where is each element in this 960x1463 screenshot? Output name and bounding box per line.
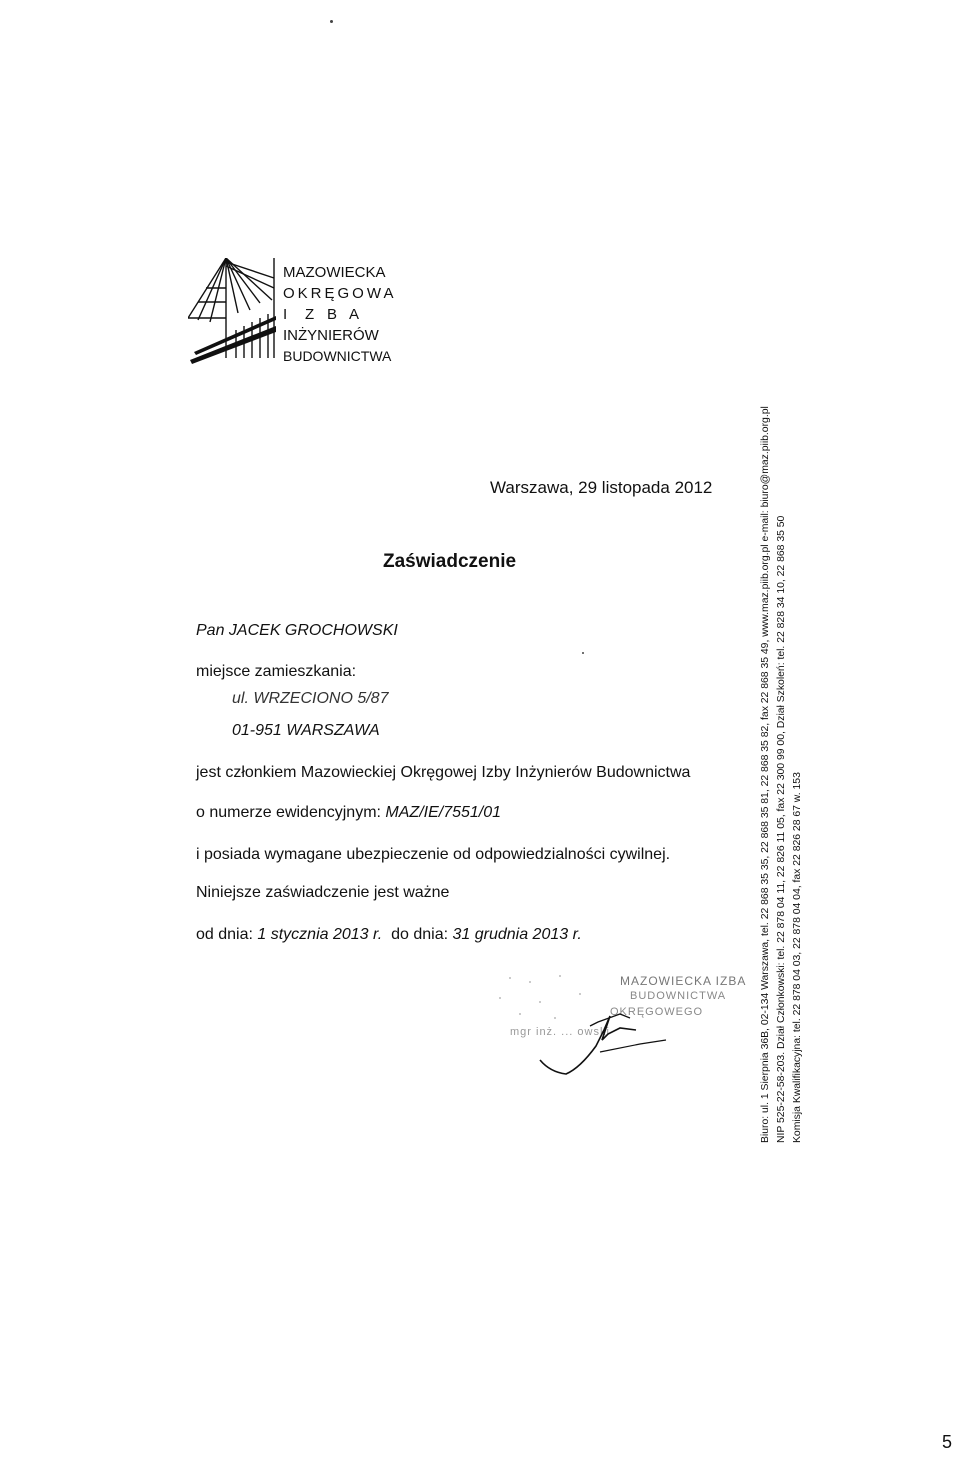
logo-letter: A: [349, 306, 360, 323]
bridge-logo-icon: [188, 258, 278, 368]
residence-label: miejsce zamieszkania:: [196, 663, 357, 680]
logo-text: [283, 262, 396, 367]
logo-line-1: MAZOWIECKA: [283, 264, 386, 281]
to-label: do dnia:: [391, 926, 449, 943]
signature: [470, 968, 720, 1078]
page-number: 5: [941, 1432, 952, 1452]
logo-line-4: INŻYNIERÓW: [283, 327, 379, 344]
address-city: 01-951 WARSZAWA: [232, 722, 380, 739]
footer-commission-line: Komisja Kwalifikacyjna: tel. 22 878 04 03, 22 878 04 04, fax 22 826 28 67 w. 153: [792, 772, 803, 1143]
logo-letter: Z: [305, 306, 315, 323]
stamp-line-4: mgr inż. ... owski: [510, 1026, 610, 1038]
logo-letter: B: [327, 306, 338, 323]
official-stamp: [470, 968, 747, 1078]
address-street: ul. WRZECIONO 5/87: [232, 690, 389, 707]
stamp-line-3: OKRĘGOWEGO: [610, 1006, 704, 1018]
validity-dates: [196, 926, 582, 944]
insurance-statement: i posiada wymagane ubezpieczenie od odpowiedzialności cywilnej.: [196, 846, 671, 863]
logo-line-3: [283, 304, 396, 325]
registration-line: [196, 804, 501, 822]
registration-label: o numerze ewidencyjnym:: [196, 804, 381, 821]
footer-address-line: Biuro: ul. 1 Sierpnia 36B, 02-134 Warszawa, tel. 22 868 35 35, 22 868 35 81, 22 868 35 82, fax 22 868 35 49, www.maz.piib.org.pl e-mail: biuro@maz.piib.org.pl: [760, 406, 771, 1143]
stamp-line-1: MAZOWIECKA IZBA: [620, 974, 747, 988]
document-date: Warszawa, 29 listopada 2012: [490, 478, 713, 497]
from-label: od dnia:: [196, 926, 253, 943]
person-name: Pan JACEK GROCHOWSKI: [196, 622, 398, 639]
logo-letter: I: [283, 306, 288, 323]
logo-line-5: BUDOWNICTWA: [283, 348, 392, 364]
footer-nip-line: NIP 525-22-58-203. Dział Członkowski: tel. 22 878 04 11, 22 826 11 05, fax 22 300 99 00, Dział Szkoleń: tel. 22 828 34 10, 22 868 35 50: [776, 515, 787, 1143]
from-date: 1 stycznia 2013 r.: [257, 926, 383, 943]
scan-speck: [582, 652, 584, 654]
stamp-line-2: BUDOWNICTWA: [630, 990, 727, 1002]
scan-speck: [330, 20, 333, 23]
document-title: Zaświadczenie: [383, 551, 517, 572]
validity-statement: Niniejsze zaświadczenie jest ważne: [196, 884, 450, 901]
membership-statement: jest członkiem Mazowieckiej Okręgowej Izby Inżynierów Budownictwa: [196, 764, 691, 781]
registration-number: MAZ/IE/7551/01: [385, 804, 502, 821]
to-date: 31 grudnia 2013 r.: [452, 926, 582, 943]
logo-line-2: OKRĘGOWA: [283, 285, 397, 302]
